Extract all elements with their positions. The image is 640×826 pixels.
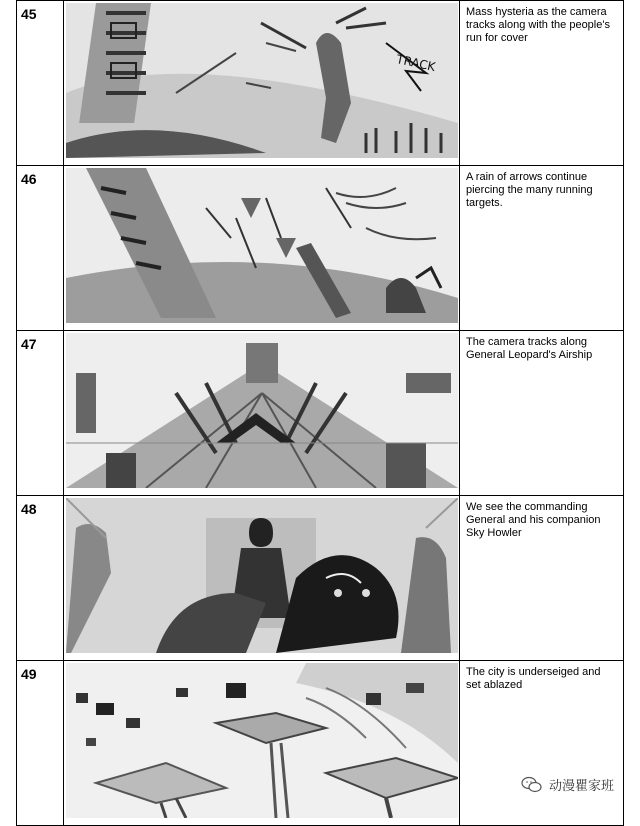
storyboard-row-49 [17, 661, 624, 826]
sketch-general-and-sky-howler [66, 498, 458, 653]
panel-description: We see the commanding General and his companion Sky Howler [460, 496, 624, 661]
wechat-icon [521, 776, 543, 794]
panel-number: 46 [17, 166, 64, 331]
watermark [517, 773, 618, 796]
watermark-text: 动漫瞿家班 [548, 779, 614, 794]
storyboard-frame-48 [64, 496, 460, 661]
storyboard-frame-46 [64, 166, 460, 331]
storyboard-table [16, 0, 624, 826]
panel-number: 48 [17, 496, 64, 661]
panel-description: Mass hysteria as the camera tracks along with the people's run for cover [460, 1, 624, 166]
sketch-airship-deck [66, 333, 458, 488]
panel-number: 45 [17, 1, 64, 166]
storyboard-frame-45 [64, 1, 460, 166]
storyboard-frame-47 [64, 331, 460, 496]
panel-description: The city is underseiged and set ablazed [460, 661, 624, 826]
panel-description: A rain of arrows continue piercing the many running targets. [460, 166, 624, 331]
storyboard-frame-49 [64, 661, 460, 826]
panel-description: The camera tracks along General Leopard's Airship [460, 331, 624, 496]
storyboard-row-48 [17, 496, 624, 661]
sketch-city-ablaze [66, 663, 458, 818]
storyboard-row-46 [17, 166, 624, 331]
storyboard-row-45 [17, 1, 624, 166]
sketch-crowd-running [66, 3, 458, 158]
panel-number: 47 [17, 331, 64, 496]
sketch-arrow-rain [66, 168, 458, 323]
sketch-text-track: TRACK [395, 52, 437, 75]
panel-number: 49 [17, 661, 64, 826]
storyboard-row-47 [17, 331, 624, 496]
